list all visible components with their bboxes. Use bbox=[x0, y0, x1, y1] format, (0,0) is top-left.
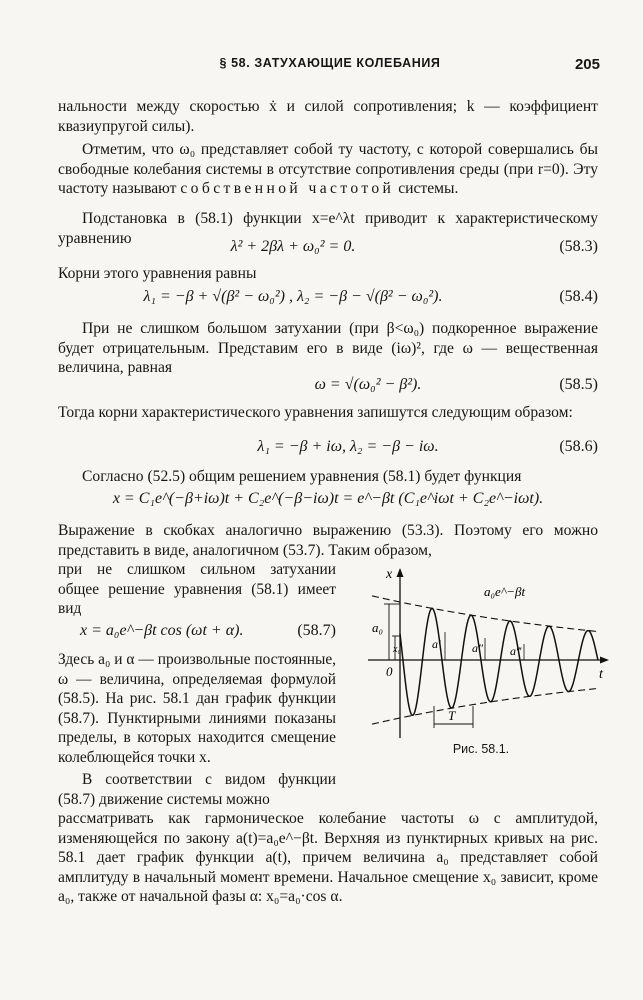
omega0-text-b: системы. bbox=[394, 180, 459, 197]
roots-text: Корни этого уравнения равны bbox=[58, 265, 257, 282]
paragraph-damping bbox=[58, 319, 598, 378]
equation-58-3 bbox=[58, 236, 598, 258]
equation-58-4-formula: λ₁ = −β + √(β² − ω₀²) , λ₂ = −β − √(β² − ω₀²). bbox=[143, 288, 443, 305]
t-axis-arrow bbox=[600, 657, 609, 664]
a-double-label: a″ bbox=[472, 641, 483, 655]
wrap-intro-text: при не слишком сильном затухании общее решение уравнения (58.1) имеет вид bbox=[58, 561, 336, 617]
paragraph-brackets bbox=[58, 521, 598, 560]
envelope-label: a₀e^−βt bbox=[484, 584, 526, 599]
x-axis-label: x bbox=[386, 567, 393, 582]
final-text: рассматривать как гармоническое колебание частоты ω с амплитудой, изменяющейся по закону a(t)=a₀e^−βt. Верхняя из пунктирных кривых на рис. 58.1 дает график функции a(t), причем величина a₀ представляет собой амплитуду в начальный момент времени. Начальное смещение x₀ зависит, кроме a₀, также от начальной фазы α: x₀=a₀·cos α. bbox=[58, 810, 598, 905]
envelope-upper bbox=[372, 596, 600, 632]
paragraph-roots bbox=[58, 264, 598, 284]
equation-58-7-number: (58.7) bbox=[297, 622, 336, 639]
paragraph-final bbox=[58, 809, 598, 907]
equation-58-5-formula: ω = √(ω₀² − β²). bbox=[314, 376, 422, 393]
equation-58-6-number: (58.6) bbox=[559, 438, 598, 455]
paragraph-then bbox=[58, 403, 598, 423]
general-text: Согласно (52.5) общим решением уравнения (58.1) будет функция bbox=[82, 468, 522, 485]
equation-58-5 bbox=[58, 374, 598, 396]
paragraph-top-text: нальности между скоростью ẋ и силой сопротивления; k — коэффициент квазиупругой силы). bbox=[58, 98, 598, 135]
x-axis-arrow bbox=[397, 568, 404, 577]
wrap-here bbox=[58, 650, 336, 767]
section-title: § 58. ЗАТУХАЮЩИЕ КОЛЕБАНИЯ bbox=[219, 56, 441, 70]
paragraph-top bbox=[58, 97, 598, 136]
equation-58-4-number: (58.4) bbox=[559, 288, 598, 305]
equation-58-7 bbox=[58, 620, 336, 642]
wrap-here-text: Здесь a₀ и α — произвольные постоянные, ω — величина, определяемая формулой (58.5). На рис. 58.1 дан график функции (58.7). Пунктирными линиями показаны пределы, в которых находится смещение колеблющейся точки x. bbox=[58, 651, 336, 766]
equation-58-4 bbox=[58, 286, 598, 308]
damping-text: При не слишком большом затухании (при β<ω₀) подкоренное выражение будет отрицательным. Представим его в виде (iω)², где ω — вещественная величина, равная bbox=[58, 320, 598, 376]
a-triple-label: a‴ bbox=[510, 644, 522, 658]
equation-58-3-number: (58.3) bbox=[559, 238, 598, 255]
figure-58-1 bbox=[350, 566, 612, 766]
equation-general bbox=[58, 488, 598, 510]
equation-58-6-formula: λ₁ = −β + iω, λ₂ = −β − iω. bbox=[257, 438, 439, 455]
damped-oscillation-plot bbox=[350, 566, 612, 742]
wrap-accord-text: В соответствии с видом функции (58.7) движение системы можно bbox=[58, 771, 336, 808]
equation-58-6 bbox=[58, 436, 598, 458]
oscillation-curve bbox=[400, 608, 598, 715]
equation-58-5-number: (58.5) bbox=[559, 376, 598, 393]
wrap-accord bbox=[58, 770, 336, 809]
period-label: T bbox=[448, 708, 456, 723]
equation-58-3-formula: λ² + 2βλ + ω₀² = 0. bbox=[230, 238, 356, 255]
t-axis-label: t bbox=[599, 667, 603, 682]
omega0-spaced-term: собственной частотой bbox=[180, 180, 395, 197]
then-text: Тогда корни характеристического уравнения запишутся следующим образом: bbox=[58, 404, 573, 421]
brackets-text: Выражение в скобках аналогично выражению (53.3). Поэтому его можно представить в виде, аналогичном (53.7). Таким образом, bbox=[58, 522, 598, 559]
a-prime-label: a′ bbox=[432, 637, 441, 651]
x0-label: x₀ bbox=[393, 644, 401, 655]
page-number: 205 bbox=[574, 56, 600, 73]
figure-caption: Рис. 58.1. bbox=[452, 742, 510, 756]
omega0-text-a: Отметим, что ω₀ представляет собой ту частоту, с которой совершались бы свободные колебания системы в отсутствие сопротивления среды (при r=0). Эту частоту называют bbox=[58, 141, 598, 197]
equation-general-formula: x = C₁e^(−β+iω)t + C₂e^(−β−iω)t = e^−βt (C₁e^iωt + C₂e^−iωt). bbox=[112, 490, 544, 507]
paragraph-general bbox=[58, 467, 598, 487]
equation-58-7-formula: x = a₀e^−βt cos (ωt + α). bbox=[80, 622, 244, 639]
origin-label: 0 bbox=[386, 664, 393, 679]
running-header bbox=[60, 56, 600, 78]
substitution-text: Подстановка в (58.1) функции x=e^λt приводит к характеристическому уравнению bbox=[58, 210, 598, 247]
paragraph-omega0-text bbox=[58, 140, 598, 199]
wrap-intro bbox=[58, 560, 336, 619]
paragraph-omega0 bbox=[58, 140, 598, 199]
a0-label: a₀ bbox=[372, 620, 384, 635]
